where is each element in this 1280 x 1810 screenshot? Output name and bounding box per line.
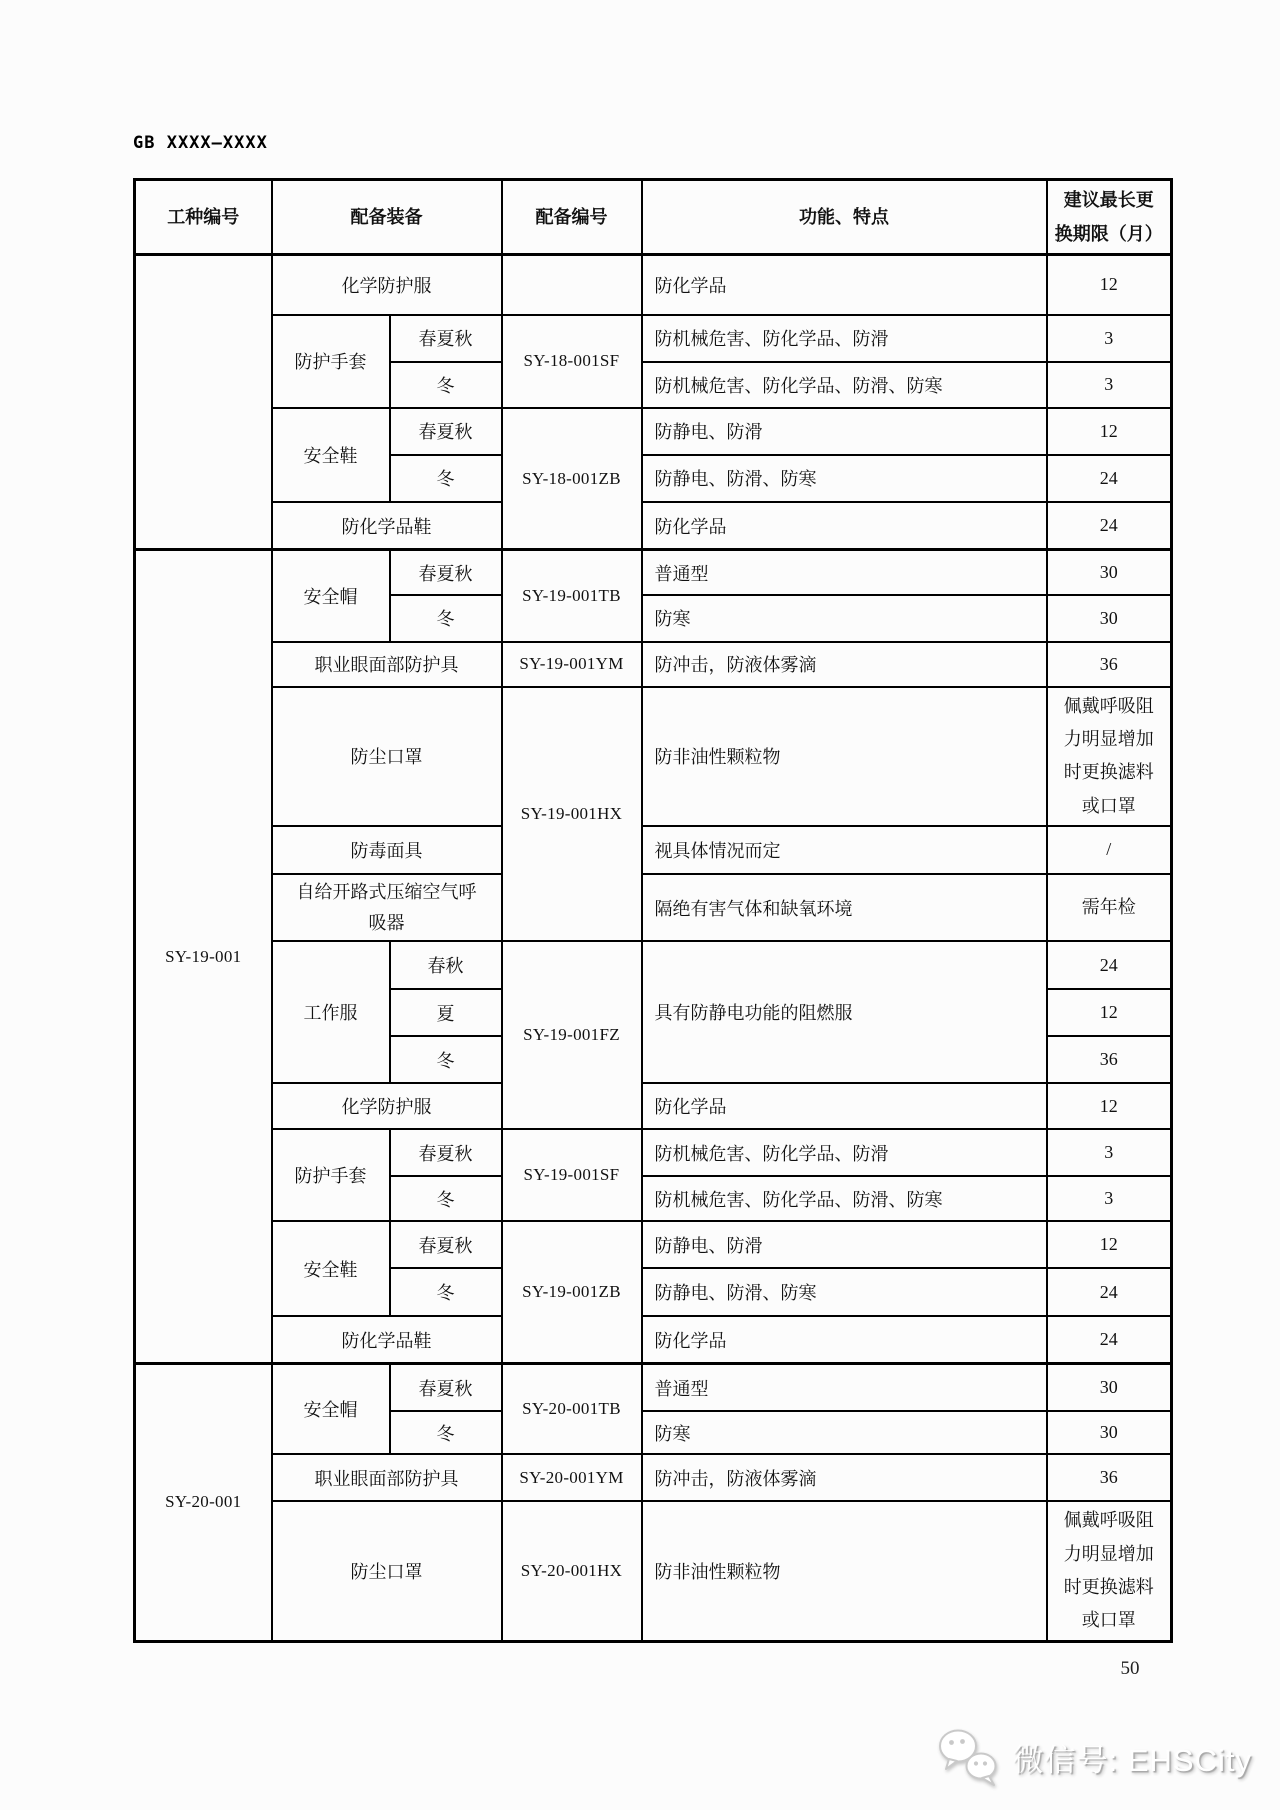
table-row xyxy=(135,1501,1172,1641)
season-cell: 春夏秋 xyxy=(390,1129,502,1176)
features-cell: 防机械危害、防化学品、防滑 xyxy=(642,1129,1047,1176)
period-cell: 30 xyxy=(1047,595,1172,642)
features-cell: 隔绝有害气体和缺氧环境 xyxy=(642,874,1047,941)
period-cell: 36 xyxy=(1047,1454,1172,1501)
features-cell: 防机械危害、防化学品、防滑、防寒 xyxy=(642,1176,1047,1221)
period-cell: 12 xyxy=(1047,408,1172,455)
season-cell: 冬 xyxy=(390,455,502,502)
code-cell: SY-18-001ZB xyxy=(502,408,642,550)
code-cell: SY-19-001HX xyxy=(502,687,642,941)
period-cell: 24 xyxy=(1047,455,1172,502)
job-cell xyxy=(135,255,272,550)
ppe-table xyxy=(133,178,1173,1643)
col-header-job: 工种编号 xyxy=(135,180,272,255)
features-cell: 防非油性颗粒物 xyxy=(642,687,1047,826)
table-row xyxy=(135,1316,1172,1363)
job-cell: SY-19-001 xyxy=(135,550,272,1363)
equip-cell: 自给开路式压缩空气呼吸器 xyxy=(272,874,502,941)
code-cell: SY-19-001YM xyxy=(502,642,642,687)
period-cell: 3 xyxy=(1047,1176,1172,1221)
table-row xyxy=(135,1454,1172,1501)
code-cell: SY-20-001YM xyxy=(502,1454,642,1501)
table-row xyxy=(135,642,1172,687)
features-cell: 防机械危害、防化学品、防滑、防寒 xyxy=(642,362,1047,408)
period-cell: 12 xyxy=(1047,1083,1172,1129)
season-cell: 夏 xyxy=(390,989,502,1036)
features-cell: 防化学品 xyxy=(642,1316,1047,1363)
equip-cell: 防毒面具 xyxy=(272,826,502,874)
season-cell: 冬 xyxy=(390,595,502,642)
season-cell: 春秋 xyxy=(390,941,502,989)
code-cell: SY-18-001SF xyxy=(502,315,642,408)
features-cell: 防冲击，防液体雾滴 xyxy=(642,642,1047,687)
features-cell: 防静电、防滑 xyxy=(642,408,1047,455)
features-cell: 防非油性颗粒物 xyxy=(642,1501,1047,1641)
features-cell: 普通型 xyxy=(642,550,1047,595)
code-cell: SY-19-001SF xyxy=(502,1129,642,1221)
table-row xyxy=(135,550,1172,595)
season-cell: 春夏秋 xyxy=(390,1221,502,1268)
features-cell: 防化学品 xyxy=(642,1083,1047,1129)
table-row xyxy=(135,502,1172,550)
col-header-features: 功能、特点 xyxy=(642,180,1047,255)
features-cell: 防静电、防滑、防寒 xyxy=(642,455,1047,502)
period-cell: 30 xyxy=(1047,1411,1172,1454)
season-cell: 冬 xyxy=(390,362,502,408)
period-cell: / xyxy=(1047,826,1172,874)
season-cell: 春夏秋 xyxy=(390,550,502,595)
col-header-period-line1: 建议最长更 xyxy=(1063,190,1154,210)
features-cell: 防寒 xyxy=(642,595,1047,642)
code-cell: SY-19-001FZ xyxy=(502,941,642,1129)
equip-cell: 防护手套 xyxy=(272,1129,390,1221)
features-cell: 防静电、防滑 xyxy=(642,1221,1047,1268)
col-header-period xyxy=(1047,180,1172,255)
equip-cell: 职业眼面部防护具 xyxy=(272,642,502,687)
features-cell: 防化学品 xyxy=(642,255,1047,315)
period-cell: 3 xyxy=(1047,362,1172,408)
col-header-period-line2: 换期限（月） xyxy=(1054,224,1163,245)
period-cell: 佩戴呼吸阻力明显增加时更换滤料或口罩 xyxy=(1047,1501,1172,1641)
season-cell: 春夏秋 xyxy=(390,408,502,455)
equip-cell: 化学防护服 xyxy=(272,1083,502,1129)
equip-cell: 职业眼面部防护具 xyxy=(272,1454,502,1501)
equip-cell: 防化学品鞋 xyxy=(272,502,502,550)
table-row xyxy=(135,1083,1172,1129)
equip-cell: 防化学品鞋 xyxy=(272,1316,502,1363)
watermark-text: 微信号: EHSCity xyxy=(1012,1742,1252,1778)
period-cell: 24 xyxy=(1047,1316,1172,1363)
equip-cell: 防尘口罩 xyxy=(272,1501,502,1641)
code-cell xyxy=(502,255,642,315)
features-cell: 具有防静电功能的阻燃服 xyxy=(642,941,1047,1083)
table-row xyxy=(135,1363,1172,1411)
ppe-table-wrap xyxy=(133,178,1173,1643)
code-cell: SY-19-001ZB xyxy=(502,1221,642,1363)
equip-cell: 安全鞋 xyxy=(272,408,390,502)
equip-cell: 安全帽 xyxy=(272,550,390,642)
period-cell: 需年检 xyxy=(1047,874,1172,941)
period-cell: 30 xyxy=(1047,1363,1172,1411)
equip-cell: 安全帽 xyxy=(272,1363,390,1454)
code-cell: SY-20-001TB xyxy=(502,1363,642,1454)
job-cell: SY-20-001 xyxy=(135,1363,272,1641)
period-cell: 36 xyxy=(1047,1036,1172,1083)
table-row xyxy=(135,1221,1172,1268)
features-cell: 防静电、防滑、防寒 xyxy=(642,1268,1047,1316)
features-cell: 防化学品 xyxy=(642,502,1047,550)
period-cell: 12 xyxy=(1047,255,1172,315)
col-header-code: 配备编号 xyxy=(502,180,642,255)
table-row xyxy=(135,687,1172,826)
table-row xyxy=(135,408,1172,455)
period-cell: 佩戴呼吸阻力明显增加时更换滤料或口罩 xyxy=(1047,687,1172,826)
footer-watermark xyxy=(935,1722,1252,1792)
standard-code: GB XXXX—XXXX xyxy=(133,133,268,153)
features-cell: 防机械危害、防化学品、防滑 xyxy=(642,315,1047,362)
period-cell: 30 xyxy=(1047,550,1172,595)
page-number: 50 xyxy=(1120,1658,1140,1679)
features-cell: 防冲击，防液体雾滴 xyxy=(642,1454,1047,1501)
period-cell: 12 xyxy=(1047,1221,1172,1268)
code-cell: SY-19-001TB xyxy=(502,550,642,642)
period-cell: 24 xyxy=(1047,502,1172,550)
table-row xyxy=(135,315,1172,362)
period-cell: 3 xyxy=(1047,315,1172,362)
code-cell: SY-20-001HX xyxy=(502,1501,642,1641)
features-cell: 普通型 xyxy=(642,1363,1047,1411)
features-cell: 防寒 xyxy=(642,1411,1047,1454)
table-row xyxy=(135,1129,1172,1176)
wechat-icon xyxy=(935,1726,1001,1788)
table-row xyxy=(135,874,1172,941)
equip-cell: 化学防护服 xyxy=(272,255,502,315)
season-cell: 冬 xyxy=(390,1036,502,1083)
equip-cell: 防护手套 xyxy=(272,315,390,408)
period-cell: 12 xyxy=(1047,989,1172,1036)
period-cell: 36 xyxy=(1047,642,1172,687)
equip-cell: 工作服 xyxy=(272,941,390,1083)
col-header-equipment: 配备装备 xyxy=(272,180,502,255)
equip-cell: 安全鞋 xyxy=(272,1221,390,1316)
period-cell: 24 xyxy=(1047,1268,1172,1316)
season-cell: 冬 xyxy=(390,1176,502,1221)
season-cell: 冬 xyxy=(390,1268,502,1316)
period-cell: 3 xyxy=(1047,1129,1172,1176)
season-cell: 冬 xyxy=(390,1411,502,1454)
season-cell: 春夏秋 xyxy=(390,315,502,362)
features-cell: 视具体情况而定 xyxy=(642,826,1047,874)
equip-cell: 防尘口罩 xyxy=(272,687,502,826)
table-row xyxy=(135,826,1172,874)
period-cell: 24 xyxy=(1047,941,1172,989)
table-row xyxy=(135,255,1172,315)
header-row xyxy=(135,180,1172,255)
season-cell: 春夏秋 xyxy=(390,1363,502,1411)
table-row xyxy=(135,941,1172,989)
